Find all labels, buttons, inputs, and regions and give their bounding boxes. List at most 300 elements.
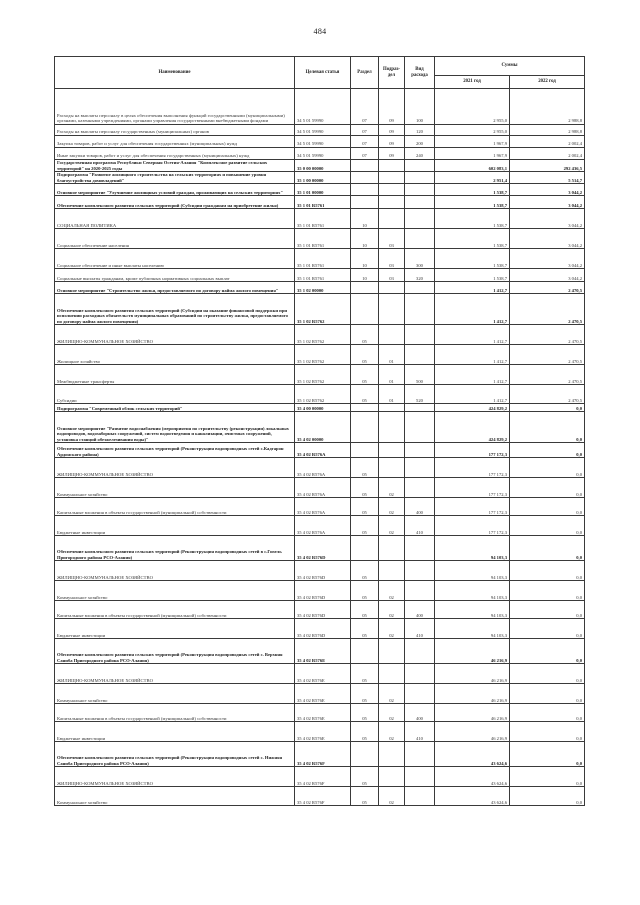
cell-name: Бюджетные инвестиции: [55, 722, 295, 742]
header-sums: Суммы: [435, 57, 585, 76]
cell-name: Коммунальное хозяйство: [55, 787, 295, 806]
cell-sum-2022: 2 988,8: [510, 125, 585, 136]
cell-subsection: 02: [379, 722, 405, 742]
cell-section: 05: [351, 478, 379, 498]
cell-sum-2021: 1 412,7: [435, 282, 510, 294]
cell-subsection: [379, 443, 405, 458]
cell-name: Основное мероприятие "Строительство жилья, предоставляемого по договору найма жилого помещения": [55, 282, 295, 294]
cell-section: [351, 536, 379, 561]
table-row: [55, 385, 585, 404]
cell-subsection: 01: [379, 365, 405, 385]
cell-section: 05: [351, 704, 379, 722]
cell-section: 05: [351, 458, 379, 478]
cell-sum-2022: 2 470,5: [510, 345, 585, 365]
cell-expense-type: [405, 229, 435, 249]
cell-name: Закупка товаров, работ и услуг для обеспечения государственных (муниципальных) нужд: [55, 136, 295, 148]
cell-sum-2022: 2 002,4: [510, 136, 585, 148]
cell-target: 35 4 02 R576F: [295, 767, 351, 787]
cell-sum-2021: 2 955,0: [435, 125, 510, 136]
cell-target: 34 5 01 59990: [295, 136, 351, 148]
cell-name: Коммунальное хозяйство: [55, 684, 295, 704]
table-row: [55, 196, 585, 209]
cell-section: [351, 742, 379, 767]
cell-subsection: 09: [379, 89, 405, 125]
cell-name: ЖИЛИЩНО-КОММУНАЛЬНОЕ ХОЗЯЙСТВО: [55, 561, 295, 581]
cell-name: Социальные выплаты гражданам, кроме публичных нормативных социальных выплат: [55, 269, 295, 282]
table-row: [55, 561, 585, 581]
cell-sum-2022: 0,0: [510, 478, 585, 498]
cell-sum-2021: 177 172,3: [435, 443, 510, 458]
cell-subsection: 02: [379, 684, 405, 704]
table-row: [55, 209, 585, 229]
cell-sum-2022: 0,0: [510, 443, 585, 458]
cell-name: Обеспечение комплексного развития сельских территорий (Субсидии гражданам на приобретение жилья): [55, 196, 295, 209]
cell-subsection: 02: [379, 601, 405, 619]
cell-target: 35 4 02 R576D: [295, 601, 351, 619]
cell-sum-2021: 94 103,3: [435, 619, 510, 639]
cell-target: 35 1 02 R5762: [295, 345, 351, 365]
cell-target: 35 4 02 R576A: [295, 498, 351, 516]
cell-subsection: 02: [379, 498, 405, 516]
cell-expense-type: 520: [405, 385, 435, 404]
cell-subsection: [379, 412, 405, 443]
cell-name: Обеспечение комплексного развития сельских территорий (Реконструкция водопроводных сетей с.Кадгарон Ардонского района): [55, 443, 295, 458]
cell-target: 35 4 02 R576A: [295, 458, 351, 478]
cell-target: 35 4 02 R576D: [295, 561, 351, 581]
cell-section: 05: [351, 664, 379, 684]
cell-subsection: [379, 184, 405, 196]
cell-sum-2021: 1 412,7: [435, 325, 510, 345]
header-expense-type: Вид расхода: [405, 57, 435, 89]
table-row: [55, 742, 585, 767]
cell-sum-2022: 0,0: [510, 536, 585, 561]
cell-subsection: [379, 404, 405, 412]
cell-sum-2022: 0,0: [510, 619, 585, 639]
cell-sum-2021: 43 624,6: [435, 787, 510, 806]
cell-expense-type: [405, 742, 435, 767]
cell-subsection: 02: [379, 619, 405, 639]
cell-target: 34 5 01 59990: [295, 125, 351, 136]
cell-sum-2022: 2 470,5: [510, 385, 585, 404]
cell-expense-type: 200: [405, 136, 435, 148]
cell-expense-type: [405, 282, 435, 294]
cell-sum-2022: 3 044,2: [510, 184, 585, 196]
cell-target: 35 1 01 R5761: [295, 249, 351, 269]
cell-section: [351, 294, 379, 325]
cell-name: Расходы на выплаты персоналу государственных (муниципальных) органов: [55, 125, 295, 136]
cell-sum-2022: 5 514,7: [510, 172, 585, 184]
header-target: Целевая статья: [295, 57, 351, 89]
cell-section: 05: [351, 619, 379, 639]
cell-sum-2021: 94 103,3: [435, 601, 510, 619]
header-section: Раздел: [351, 57, 379, 89]
cell-sum-2021: 46 216,9: [435, 639, 510, 664]
cell-sum-2022: 0,0: [510, 498, 585, 516]
cell-subsection: 09: [379, 125, 405, 136]
cell-section: [351, 412, 379, 443]
cell-name: ЖИЛИЩНО-КОММУНАЛЬНОЕ ХОЗЯЙСТВО: [55, 767, 295, 787]
cell-sum-2021: 177 172,3: [435, 516, 510, 536]
cell-target: 35 4 02 00000: [295, 412, 351, 443]
table-row: [55, 412, 585, 443]
cell-sum-2021: 2 955,0: [435, 89, 510, 125]
cell-subsection: [379, 458, 405, 478]
cell-sum-2022: 0,0: [510, 581, 585, 601]
table-row: [55, 365, 585, 385]
cell-sum-2021: 1 538,7: [435, 196, 510, 209]
cell-target: 35 4 02 R576E: [295, 722, 351, 742]
cell-target: 35 1 01 R5761: [295, 229, 351, 249]
cell-sum-2021: 424 829,2: [435, 412, 510, 443]
table-body: [55, 89, 585, 806]
cell-name: Подпрограмма "Современный облик сельских территорий": [55, 404, 295, 412]
header-subsection: Подраз-дел: [379, 57, 405, 89]
cell-sum-2021: 1 967,9: [435, 136, 510, 148]
cell-subsection: [379, 294, 405, 325]
cell-name: ЖИЛИЩНО-КОММУНАЛЬНОЕ ХОЗЯЙСТВО: [55, 325, 295, 345]
cell-section: [351, 172, 379, 184]
cell-name: Капитальные вложения в объекты государственной (муниципальной) собственности: [55, 601, 295, 619]
cell-sum-2021: 94 103,3: [435, 536, 510, 561]
cell-expense-type: [405, 639, 435, 664]
cell-sum-2022: 2 470,5: [510, 325, 585, 345]
table-row: [55, 148, 585, 160]
cell-target: 35 4 00 00000: [295, 404, 351, 412]
cell-sum-2021: 1 538,7: [435, 269, 510, 282]
cell-name: ЖИЛИЩНО-КОММУНАЛЬНОЕ ХОЗЯЙСТВО: [55, 458, 295, 478]
cell-sum-2022: 3 044,2: [510, 249, 585, 269]
cell-target: 35 1 02 R5762: [295, 294, 351, 325]
table-row: [55, 269, 585, 282]
cell-name: Капитальные вложения в объекты государственной (муниципальной) собственности: [55, 498, 295, 516]
cell-sum-2022: 0,0: [510, 767, 585, 787]
cell-name: СОЦИАЛЬНАЯ ПОЛИТИКА: [55, 209, 295, 229]
cell-sum-2022: 0,0: [510, 639, 585, 664]
cell-sum-2021: 177 172,3: [435, 478, 510, 498]
cell-sum-2022: 2 470,5: [510, 282, 585, 294]
cell-sum-2022: 2 470,5: [510, 294, 585, 325]
budget-table: [54, 56, 585, 806]
cell-expense-type: [405, 664, 435, 684]
table-row: [55, 581, 585, 601]
cell-expense-type: [405, 196, 435, 209]
cell-target: 35 1 01 R5761: [295, 269, 351, 282]
table-row: [55, 516, 585, 536]
cell-target: 35 1 01 00000: [295, 184, 351, 196]
table-row: [55, 172, 585, 184]
table-row: [55, 184, 585, 196]
cell-subsection: [379, 767, 405, 787]
cell-target: 35 1 02 R5762: [295, 365, 351, 385]
cell-expense-type: 120: [405, 125, 435, 136]
cell-name: Обеспечение комплексного развития сельских территорий (Реконструкция водопроводных сетей с. Верхняя Саниба Пригородного района РСО-Алания): [55, 639, 295, 664]
cell-expense-type: [405, 294, 435, 325]
cell-section: 10: [351, 269, 379, 282]
cell-subsection: 09: [379, 148, 405, 160]
cell-subsection: 09: [379, 136, 405, 148]
cell-subsection: 02: [379, 787, 405, 806]
cell-section: 07: [351, 148, 379, 160]
cell-section: 05: [351, 722, 379, 742]
cell-name: Обеспечение комплексного развития сельских территорий (Реконструкция водопроводных сетей с. Нижняя Саниба Пригородного района РСО-Алания): [55, 742, 295, 767]
cell-sum-2022: 3 044,2: [510, 196, 585, 209]
table-row: [55, 345, 585, 365]
header-year-2022: 2022 год: [510, 76, 585, 89]
cell-section: [351, 639, 379, 664]
cell-name: Основное мероприятие "Улучшение жилищных условий граждан, проживающих на сельских территориях": [55, 184, 295, 196]
cell-sum-2022: 0,0: [510, 561, 585, 581]
cell-expense-type: [405, 160, 435, 172]
cell-section: 05: [351, 345, 379, 365]
cell-section: 10: [351, 229, 379, 249]
cell-expense-type: [405, 787, 435, 806]
cell-sum-2021: 1 538,7: [435, 209, 510, 229]
cell-section: 10: [351, 209, 379, 229]
cell-target: 35 4 02 R576A: [295, 516, 351, 536]
cell-subsection: [379, 209, 405, 229]
cell-name: Расходы на выплаты персоналу в целях обеспечения выполнения функций государственными (муниципальными) органами, казенными учреждениями, органами управления государственными внебюджетными фондами: [55, 89, 295, 125]
cell-expense-type: 400: [405, 601, 435, 619]
cell-name: Жилищное хозяйство: [55, 345, 295, 365]
cell-name: Государственная программа Республики Северная Осетия-Алания "Комплексное развитие сельских территорий" на 2020-2025 годы: [55, 160, 295, 172]
cell-target: 35 4 02 R576E: [295, 704, 351, 722]
cell-expense-type: 500: [405, 365, 435, 385]
cell-target: 35 4 02 R576A: [295, 478, 351, 498]
cell-name: Социальное обеспечение населения: [55, 229, 295, 249]
cell-expense-type: 240: [405, 148, 435, 160]
cell-section: 05: [351, 365, 379, 385]
cell-sum-2021: 1 538,7: [435, 229, 510, 249]
cell-expense-type: [405, 684, 435, 704]
cell-target: 35 4 02 R576A: [295, 443, 351, 458]
cell-sum-2021: 1 412,7: [435, 294, 510, 325]
cell-subsection: 03: [379, 269, 405, 282]
cell-subsection: 02: [379, 704, 405, 722]
table-row: [55, 136, 585, 148]
cell-expense-type: 300: [405, 249, 435, 269]
cell-sum-2022: 0,0: [510, 516, 585, 536]
table-row: [55, 282, 585, 294]
cell-section: [351, 404, 379, 412]
cell-sum-2021: 43 624,6: [435, 742, 510, 767]
table-row: [55, 478, 585, 498]
cell-expense-type: 320: [405, 269, 435, 282]
cell-section: 05: [351, 385, 379, 404]
cell-section: 05: [351, 516, 379, 536]
cell-expense-type: [405, 209, 435, 229]
cell-target: 35 4 02 R576E: [295, 684, 351, 704]
cell-sum-2022: 0,0: [510, 684, 585, 704]
table-row: [55, 639, 585, 664]
table-row: [55, 536, 585, 561]
cell-target: 35 4 02 R576D: [295, 581, 351, 601]
cell-name: ЖИЛИЩНО-КОММУНАЛЬНОЕ ХОЗЯЙСТВО: [55, 664, 295, 684]
cell-sum-2021: 424 829,2: [435, 404, 510, 412]
table-row: [55, 704, 585, 722]
table-row: [55, 229, 585, 249]
header-year-2021: 2021 год: [435, 76, 510, 89]
table-row: [55, 160, 585, 172]
cell-sum-2022: 0,0: [510, 412, 585, 443]
cell-name: Коммунальное хозяйство: [55, 581, 295, 601]
cell-sum-2021: 177 172,3: [435, 498, 510, 516]
cell-expense-type: [405, 172, 435, 184]
cell-subsection: [379, 196, 405, 209]
cell-sum-2022: 2 470,5: [510, 365, 585, 385]
cell-subsection: 02: [379, 516, 405, 536]
cell-name: Бюджетные инвестиции: [55, 619, 295, 639]
cell-sum-2022: 3 044,2: [510, 209, 585, 229]
cell-expense-type: 100: [405, 89, 435, 125]
cell-sum-2022: 3 044,2: [510, 269, 585, 282]
cell-section: [351, 184, 379, 196]
cell-section: 05: [351, 581, 379, 601]
cell-section: 05: [351, 684, 379, 704]
cell-sum-2021: 177 172,3: [435, 458, 510, 478]
cell-sum-2021: 46 216,9: [435, 664, 510, 684]
cell-sum-2022: 0,0: [510, 404, 585, 412]
cell-subsection: 03: [379, 249, 405, 269]
table-row: [55, 249, 585, 269]
cell-sum-2021: 46 216,9: [435, 684, 510, 704]
cell-target: 34 5 01 59990: [295, 89, 351, 125]
table-row: [55, 722, 585, 742]
cell-name: Иные закупки товаров, работ и услуг для обеспечения государственных (муниципальных) нужд: [55, 148, 295, 160]
cell-sum-2021: 1 412,7: [435, 345, 510, 365]
cell-sum-2021: 1 967,9: [435, 148, 510, 160]
cell-subsection: 01: [379, 385, 405, 404]
table-header: [55, 57, 585, 89]
cell-section: 07: [351, 89, 379, 125]
cell-expense-type: [405, 478, 435, 498]
cell-target: 35 1 00 00000: [295, 172, 351, 184]
cell-name: Подпрограмма "Развитие жилищного строительства на сельских территориях и повышение уровня благоустройства домовладений": [55, 172, 295, 184]
cell-target: 34 5 01 59990: [295, 148, 351, 160]
cell-section: 05: [351, 767, 379, 787]
cell-target: 35 4 02 R576E: [295, 639, 351, 664]
cell-name: Капитальные вложения в объекты государственной (муниципальной) собственности: [55, 704, 295, 722]
cell-sum-2022: 0,0: [510, 722, 585, 742]
cell-subsection: 01: [379, 345, 405, 365]
cell-section: [351, 160, 379, 172]
cell-target: 35 4 02 R576E: [295, 664, 351, 684]
cell-target: 35 4 02 R576D: [295, 536, 351, 561]
table-row: [55, 125, 585, 136]
cell-section: 07: [351, 125, 379, 136]
cell-section: [351, 282, 379, 294]
cell-name: Бюджетные инвестиции: [55, 516, 295, 536]
cell-section: 05: [351, 561, 379, 581]
cell-sum-2021: 94 103,3: [435, 561, 510, 581]
cell-section: 05: [351, 601, 379, 619]
cell-sum-2022: 3 044,2: [510, 229, 585, 249]
table-row: [55, 458, 585, 478]
cell-name: Социальное обеспечение и иные выплаты населению: [55, 249, 295, 269]
cell-section: [351, 196, 379, 209]
cell-subsection: [379, 160, 405, 172]
cell-sum-2022: 2 988,8: [510, 89, 585, 125]
cell-expense-type: [405, 184, 435, 196]
cell-name: Обеспечение комплексного развития сельских территорий (Реконструкция водопроводных сетей в с.Гизель Пригородного района РСО-Алания): [55, 536, 295, 561]
cell-subsection: [379, 742, 405, 767]
cell-target: 35 1 01 R5761: [295, 209, 351, 229]
cell-name: Обеспечение комплексного развития сельских территорий (Субсидии на оказание финансовой поддержки при исполнении расходных обязательств муниципальных образований по строительству жилья, предоставляемого по договору найма жилого помещения): [55, 294, 295, 325]
table-row: [55, 601, 585, 619]
cell-target: 35 0 00 00000: [295, 160, 351, 172]
cell-subsection: [379, 536, 405, 561]
cell-target: 35 1 01 R5761: [295, 196, 351, 209]
cell-expense-type: [405, 412, 435, 443]
cell-sum-2022: 0,0: [510, 458, 585, 478]
cell-sum-2021: 43 624,6: [435, 767, 510, 787]
table-row: [55, 294, 585, 325]
cell-target: 35 4 02 R576F: [295, 742, 351, 767]
cell-target: 35 4 02 R576F: [295, 787, 351, 806]
cell-sum-2022: 0,0: [510, 704, 585, 722]
cell-sum-2021: 46 216,9: [435, 704, 510, 722]
cell-sum-2021: 1 538,7: [435, 184, 510, 196]
cell-sum-2021: 2 951,4: [435, 172, 510, 184]
cell-target: 35 4 02 R576D: [295, 619, 351, 639]
cell-sum-2021: 46 216,9: [435, 722, 510, 742]
cell-subsection: [379, 325, 405, 345]
cell-expense-type: [405, 458, 435, 478]
table-row: [55, 325, 585, 345]
cell-sum-2022: 0,0: [510, 787, 585, 806]
cell-subsection: [379, 664, 405, 684]
header-name: Наименование: [55, 57, 295, 89]
cell-expense-type: [405, 325, 435, 345]
cell-subsection: [379, 639, 405, 664]
cell-section: 10: [351, 249, 379, 269]
table-row: [55, 787, 585, 806]
table-row: [55, 89, 585, 125]
cell-name: Межбюджетные трансферты: [55, 365, 295, 385]
cell-expense-type: [405, 767, 435, 787]
cell-subsection: 02: [379, 478, 405, 498]
cell-section: [351, 443, 379, 458]
table-row: [55, 767, 585, 787]
cell-expense-type: 400: [405, 704, 435, 722]
cell-expense-type: [405, 536, 435, 561]
cell-section: 05: [351, 787, 379, 806]
table-row: [55, 684, 585, 704]
table-row: [55, 664, 585, 684]
cell-target: 35 1 02 R5762: [295, 385, 351, 404]
cell-section: 05: [351, 498, 379, 516]
cell-sum-2021: 1 538,7: [435, 249, 510, 269]
cell-target: 35 1 02 00000: [295, 282, 351, 294]
cell-sum-2021: 1 412,7: [435, 385, 510, 404]
cell-name: Субсидии: [55, 385, 295, 404]
cell-subsection: 02: [379, 581, 405, 601]
cell-name: Основное мероприятие "Развитие водоснабжения (мероприятия по строительству (реконструкции) локальных водопроводов, водозаборных сооружений, систем водоотведения и канализации, очистных сооружений, установка станций обезжелезивания воды)": [55, 412, 295, 443]
cell-sum-2021: 602 083,1: [435, 160, 510, 172]
cell-expense-type: [405, 581, 435, 601]
cell-expense-type: [405, 345, 435, 365]
page-number: 484: [313, 27, 327, 36]
table-row: [55, 404, 585, 412]
cell-subsection: [379, 172, 405, 184]
cell-sum-2022: 0,0: [510, 664, 585, 684]
cell-sum-2022: 0,0: [510, 601, 585, 619]
cell-sum-2021: 1 412,7: [435, 365, 510, 385]
table-row: [55, 498, 585, 516]
cell-target: 35 1 02 R5762: [295, 325, 351, 345]
cell-section: 05: [351, 325, 379, 345]
cell-expense-type: 410: [405, 516, 435, 536]
cell-subsection: [379, 561, 405, 581]
